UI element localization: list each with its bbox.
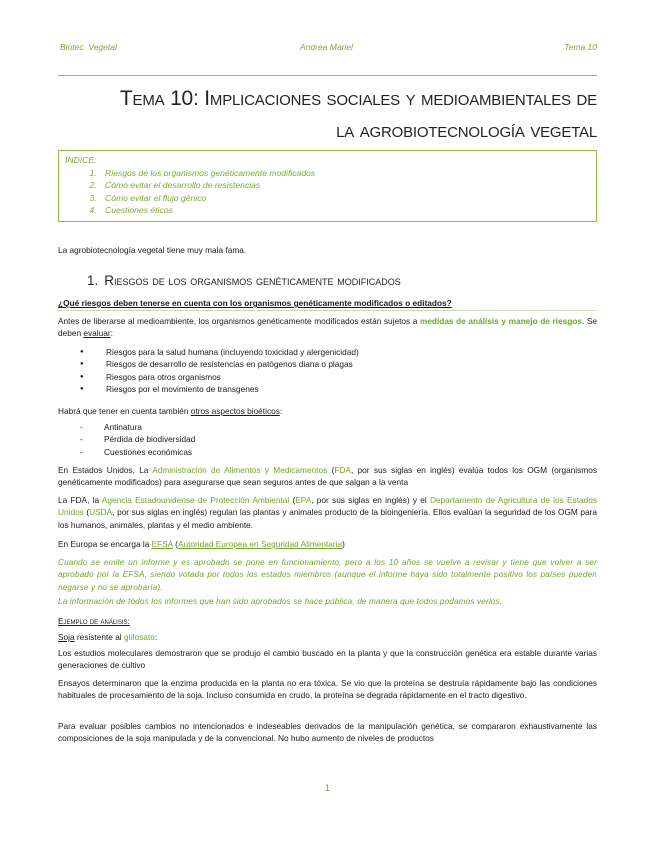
header-topic: Tema 10 [564,42,597,52]
index-item: 2. Cómo evitar el desarrollo de resistencias [99,179,590,192]
header-author: Andrea Mariel [300,42,353,52]
header-course: Biotec. Vegetal [60,42,117,52]
example-label: Ejemplo de análisis: [58,616,130,626]
section-divider [58,310,597,311]
page-title [58,83,597,147]
paragraph-europe: En Europa se encarga la EFSA (Autoridad Europea en Seguridad Alimentaria) [58,539,345,549]
section-question: ¿Qué riesgos deben tenerse en cuenta con los organismos genéticamente modificados o editados? [58,298,452,308]
list-item: ● Riesgos por el movimiento de transgenes [94,383,597,395]
list-item: - Antinatura [80,421,597,433]
paragraph-agencies: La FDA, la Agencia Estadounidense de Protección Ambiental (EPA, por sus siglas en inglés) y el Departamento de Agricultura de los Estados Unidos (USDA, por sus siglas en inglés) regulan las plantas y animales producto de la bioingeniería. Ellos evalúan la seguridad de los OGM para los humanos, animales, plantas y el medio ambiente. [58,495,597,530]
index-item: 4. Cuestiones éticos [99,204,590,217]
bioethics-list [58,421,597,458]
index-box [58,150,597,222]
efsa-link[interactable]: EFSA [151,539,173,549]
index-item: 3. Cómo evitar el flujo génico [99,192,590,205]
title-line-2: la agrobiotecnología vegetal [336,119,597,142]
paragraph-fda: En Estados Unidos, La Administración de Alimentos y Medicamentos (FDA, por sus siglas en inglés) evalúa todos los OGM (organismos genéticamente modificados) para asegurarse que sean seguros antes de que salgan a la venta [58,465,597,488]
list-item: ● Riesgos de desarrollo de resistencias en patógenos diana o plagas [94,358,597,370]
paragraph-composition: Para evaluar posibles cambios no intencionados e indeseables derivados de la manipulación genética, se compararon exhaustivamente las composiciones de la soja manipulada y de la convencional. No hubo aumento de niveles de productos [58,721,597,744]
title-line-1: Tema 10: Implicaciones sociales y medioambientales de [119,87,597,110]
list-item: ● Riesgos para la salud humana (incluyendo toxicidad y alergenicidad) [94,346,597,358]
index-item: 1. Riesgos de los organismos genéticamente modificados [99,167,590,180]
example-subject: Soja resistente al glifosato: [58,632,158,642]
page-number: 1 [324,783,330,793]
risk-list [58,346,597,396]
list-item: ● Riesgos para otros organismos [94,371,597,383]
list-item: - Cuestiones económicas [80,446,597,458]
paragraph-evaluation: Antes de liberarse al medioambiente, los organismos genéticamente modificados están sujetos a medidas de análisis y manejo de riesgos. Se deben evaluar: [58,316,598,339]
paragraph-molecular: Los estudios moleculares demostraron que se produjo el cambio buscado en la planta y que la construcción genética era estable durante varias generaciones de cultivo [58,648,597,671]
header-divider [58,75,597,76]
paragraph-bioethics: Habrá que tener en cuenta también otros aspectos bioéticos: [58,406,283,416]
index-label: ÍNDICE: [65,155,97,165]
note-report-cycle: Cuando se emite un informe y es aprobado se pone en funcionamiento, pero a los 10 años se vuelve a revisar y tiene que volver a ser aprobado por la EFSA, siendo votada por todos los estados miembros (aunque el informe haya sido totalmente positivo los países pueden negarse y no se aprobaría). [58,558,597,592]
paragraph-enzyme: Ensayos determinaron que la enzima producida en la planta no era tóxica. Se vio que la proteína se destruía rápidamente bajo las condiciones habituales de procesamiento de la soja. Incluso consumida en crudo, la proteína se degrada rápidamente en el tracto digestivo. [58,678,597,701]
section-heading: 1. Riesgos de los organismos genéticamente modificados [87,273,401,288]
efsa-name-link[interactable]: Autoridad Europea en Seguridad Alimentaria [177,539,343,549]
page-header [60,42,597,56]
intro-paragraph: La agrobiotecnología vegetal tiene muy mala fama. [58,245,247,255]
note-public-info: La información de todos los informes que han sido aprobados se hace pública, de manera que todos podamos verlos. [58,597,503,606]
list-item: - Pérdida de biodiversidad [80,433,597,445]
